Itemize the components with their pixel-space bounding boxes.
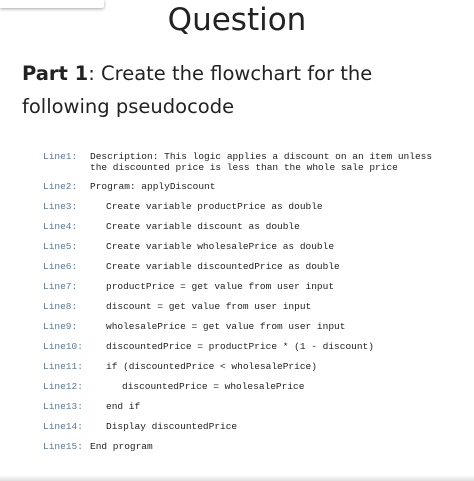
bottom-edge-shadow: [0, 475, 474, 481]
pseudocode-line: [43, 241, 463, 261]
question-prompt: [22, 57, 462, 123]
code-text: wholesalePrice = get value from user input: [106, 321, 346, 332]
pseudocode-line: [43, 281, 463, 301]
pseudocode-line: [43, 181, 463, 201]
line-number: Line4:: [43, 221, 78, 232]
line-number: Line5:: [43, 241, 78, 252]
code-text: Description: This logic applies a discount on an item unless the discounted price is less than the whole sale price: [90, 151, 433, 173]
page-title: Question: [167, 2, 307, 38]
part-colon: :: [88, 62, 95, 85]
line-number: Line7:: [43, 281, 78, 292]
pseudocode-line: [43, 401, 463, 421]
line-number: Line9:: [43, 321, 78, 332]
code-text: Create variable productPrice as double: [106, 201, 323, 212]
code-text: Display discountedPrice: [106, 421, 238, 432]
line-number: Line8:: [43, 301, 78, 312]
code-text: discount = get value from user input: [106, 301, 312, 312]
line-number: Line11:: [43, 361, 83, 372]
code-text: Create variable wholesalePrice as double: [106, 241, 335, 252]
code-text: End program: [90, 441, 153, 452]
line-number: Line14:: [43, 421, 83, 432]
pseudocode-line: [43, 221, 463, 241]
pseudocode-line: [43, 441, 463, 461]
code-text: discountedPrice = wholesalePrice: [122, 381, 305, 392]
pseudocode-line: [43, 341, 463, 361]
code-text: if (discountedPrice < wholesalePrice): [106, 361, 317, 372]
line-number: Line12:: [43, 381, 83, 392]
pseudocode-line: [43, 361, 463, 381]
part-label: Part 1: [22, 62, 89, 85]
line-number: Line2:: [43, 181, 78, 192]
pseudocode-line: [43, 421, 463, 441]
pseudocode-line: [43, 261, 463, 281]
line-number: Line15:: [43, 441, 83, 452]
line-number: Line13:: [43, 401, 83, 412]
pseudocode-line: [43, 151, 463, 181]
code-text: Program: applyDiscount: [90, 181, 216, 192]
line-number: Line3:: [43, 201, 78, 212]
line-number: Line6:: [43, 261, 78, 272]
code-text: end if: [106, 401, 141, 412]
code-text: discountedPrice = productPrice * (1 - discount): [106, 341, 374, 352]
pseudocode-line: [43, 321, 463, 341]
code-text: Create variable discountedPrice as double: [106, 261, 340, 272]
pseudocode-line: [43, 381, 463, 401]
pseudocode-line: [43, 201, 463, 221]
code-text: Create variable discount as double: [106, 221, 300, 232]
line-number: Line1:: [43, 151, 78, 162]
line-number: Line10:: [43, 341, 83, 352]
prompt-text: Create the flowchart for the following pseudocode: [22, 62, 373, 118]
pseudocode-block: [43, 151, 463, 461]
pseudocode-line: [43, 301, 463, 321]
code-text: productPrice = get value from user input: [106, 281, 335, 292]
